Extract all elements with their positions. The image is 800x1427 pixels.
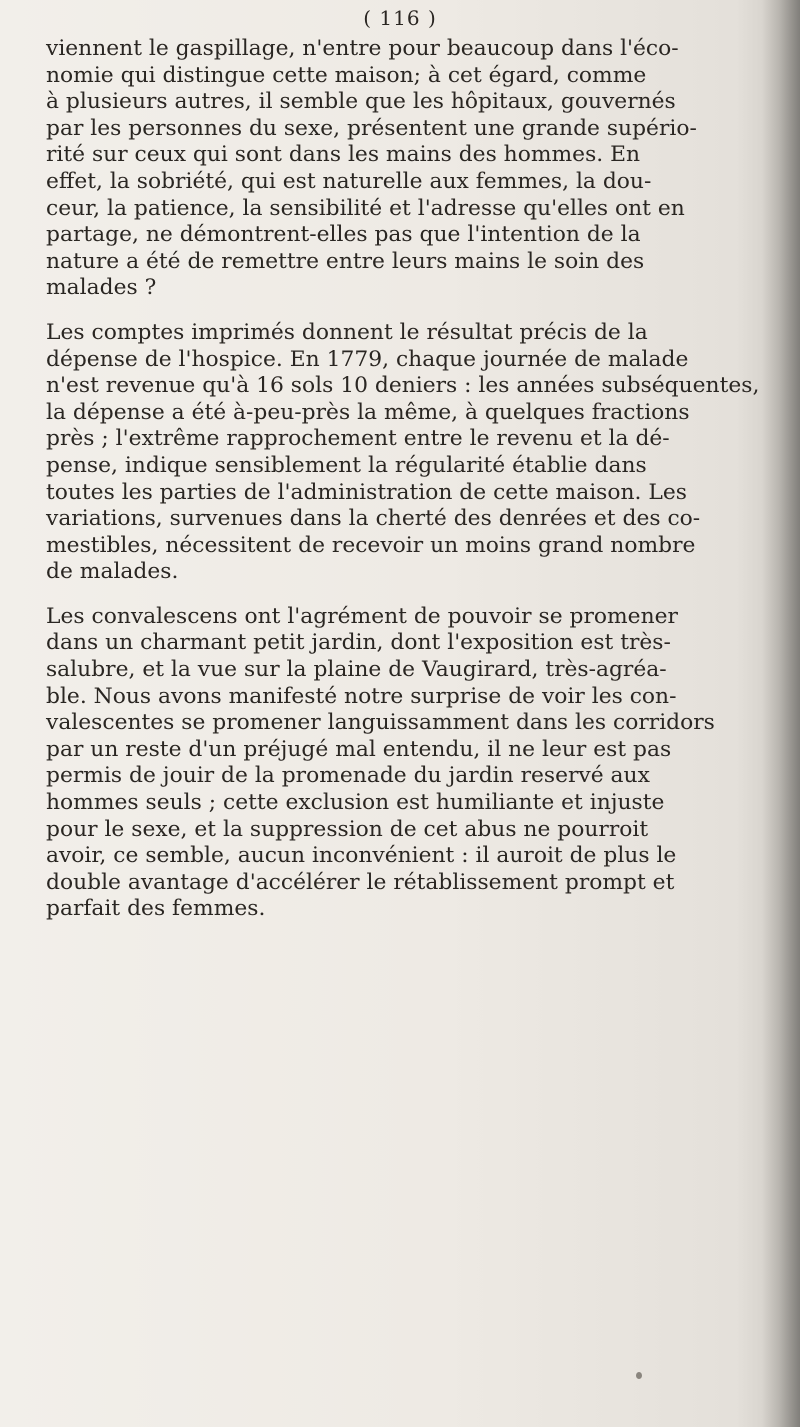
text-line: salubre, et la vue sur la plaine de Vaugirard, très-agréa- — [46, 657, 667, 683]
text-line: ceur, la patience, la sensibilité et l'adresse qu'elles ont en — [46, 195, 685, 221]
page-number: ( 116 ) — [363, 6, 437, 30]
text-line: nomie qui distingue cette maison; à cet égard, comme — [46, 62, 647, 88]
text-line: valescentes se promener languissamment dans les corridors — [46, 710, 715, 736]
text-line: pense, indique sensiblement la régularité établie dans — [46, 452, 647, 478]
paragraph-3 — [46, 604, 784, 923]
ink-spot — [636, 1372, 642, 1379]
text-line: Les comptes imprimés donnent le résultat précis de la — [46, 319, 648, 345]
paragraph-2 — [46, 320, 784, 586]
text-line: avoir, ce semble, aucun inconvénient : il auroit de plus le — [46, 843, 677, 869]
text-line: mestibles, nécessitent de recevoir un moins grand nombre — [46, 532, 696, 558]
text-line: pour le sexe, et la suppression de cet abus ne pourroit — [46, 816, 649, 842]
text-line: n'est revenue qu'à 16 sols 10 deniers : les années subséquentes, — [46, 373, 760, 399]
text-line: la dépense a été à-peu-près la même, à quelques fractions — [46, 399, 690, 425]
text-line: dans un charmant petit jardin, dont l'exposition est très- — [46, 630, 671, 656]
text-line: viennent le gaspillage, n'entre pour beaucoup dans l'éco- — [46, 36, 679, 61]
text-line: malades ? — [46, 275, 157, 301]
text-line: variations, survenues dans la cherté des denrées et des co- — [46, 506, 701, 532]
text-line: permis de jouir de la promenade du jardin reservé aux — [46, 763, 650, 789]
text-line: ble. Nous avons manifesté notre surprise de voir les con- — [46, 683, 677, 709]
text-line: par un reste d'un préjugé mal entendu, il ne leur est pas — [46, 736, 672, 762]
text-line: de malades. — [46, 559, 179, 585]
body-text — [46, 36, 784, 923]
text-line: près ; l'extrême rapprochement entre le revenu et la dé- — [46, 426, 670, 452]
paragraph-1 — [46, 36, 784, 302]
text-line: double avantage d'accélérer le rétablissement prompt et — [46, 869, 675, 895]
text-line: parfait des femmes. — [46, 896, 266, 922]
text-line: rité sur ceux qui sont dans les mains des hommes. En — [46, 142, 641, 168]
text-line: partage, ne démontrent-elles pas que l'intention de la — [46, 222, 641, 248]
text-line: nature a été de remettre entre leurs mains le soin des — [46, 248, 645, 274]
text-line: hommes seuls ; cette exclusion est humiliante et injuste — [46, 790, 665, 816]
text-line: effet, la sobriété, qui est naturelle aux femmes, la dou- — [46, 168, 652, 194]
text-line: dépense de l'hospice. En 1779, chaque journée de malade — [46, 346, 689, 372]
text-line: Les convalescens ont l'agrément de pouvoir se promener — [46, 603, 678, 629]
text-line: toutes les parties de l'administration de cette maison. Les — [46, 479, 687, 505]
text-line: par les personnes du sexe, présentent une grande supério- — [46, 115, 697, 141]
text-line: à plusieurs autres, il semble que les hôpitaux, gouvernés — [46, 89, 676, 115]
